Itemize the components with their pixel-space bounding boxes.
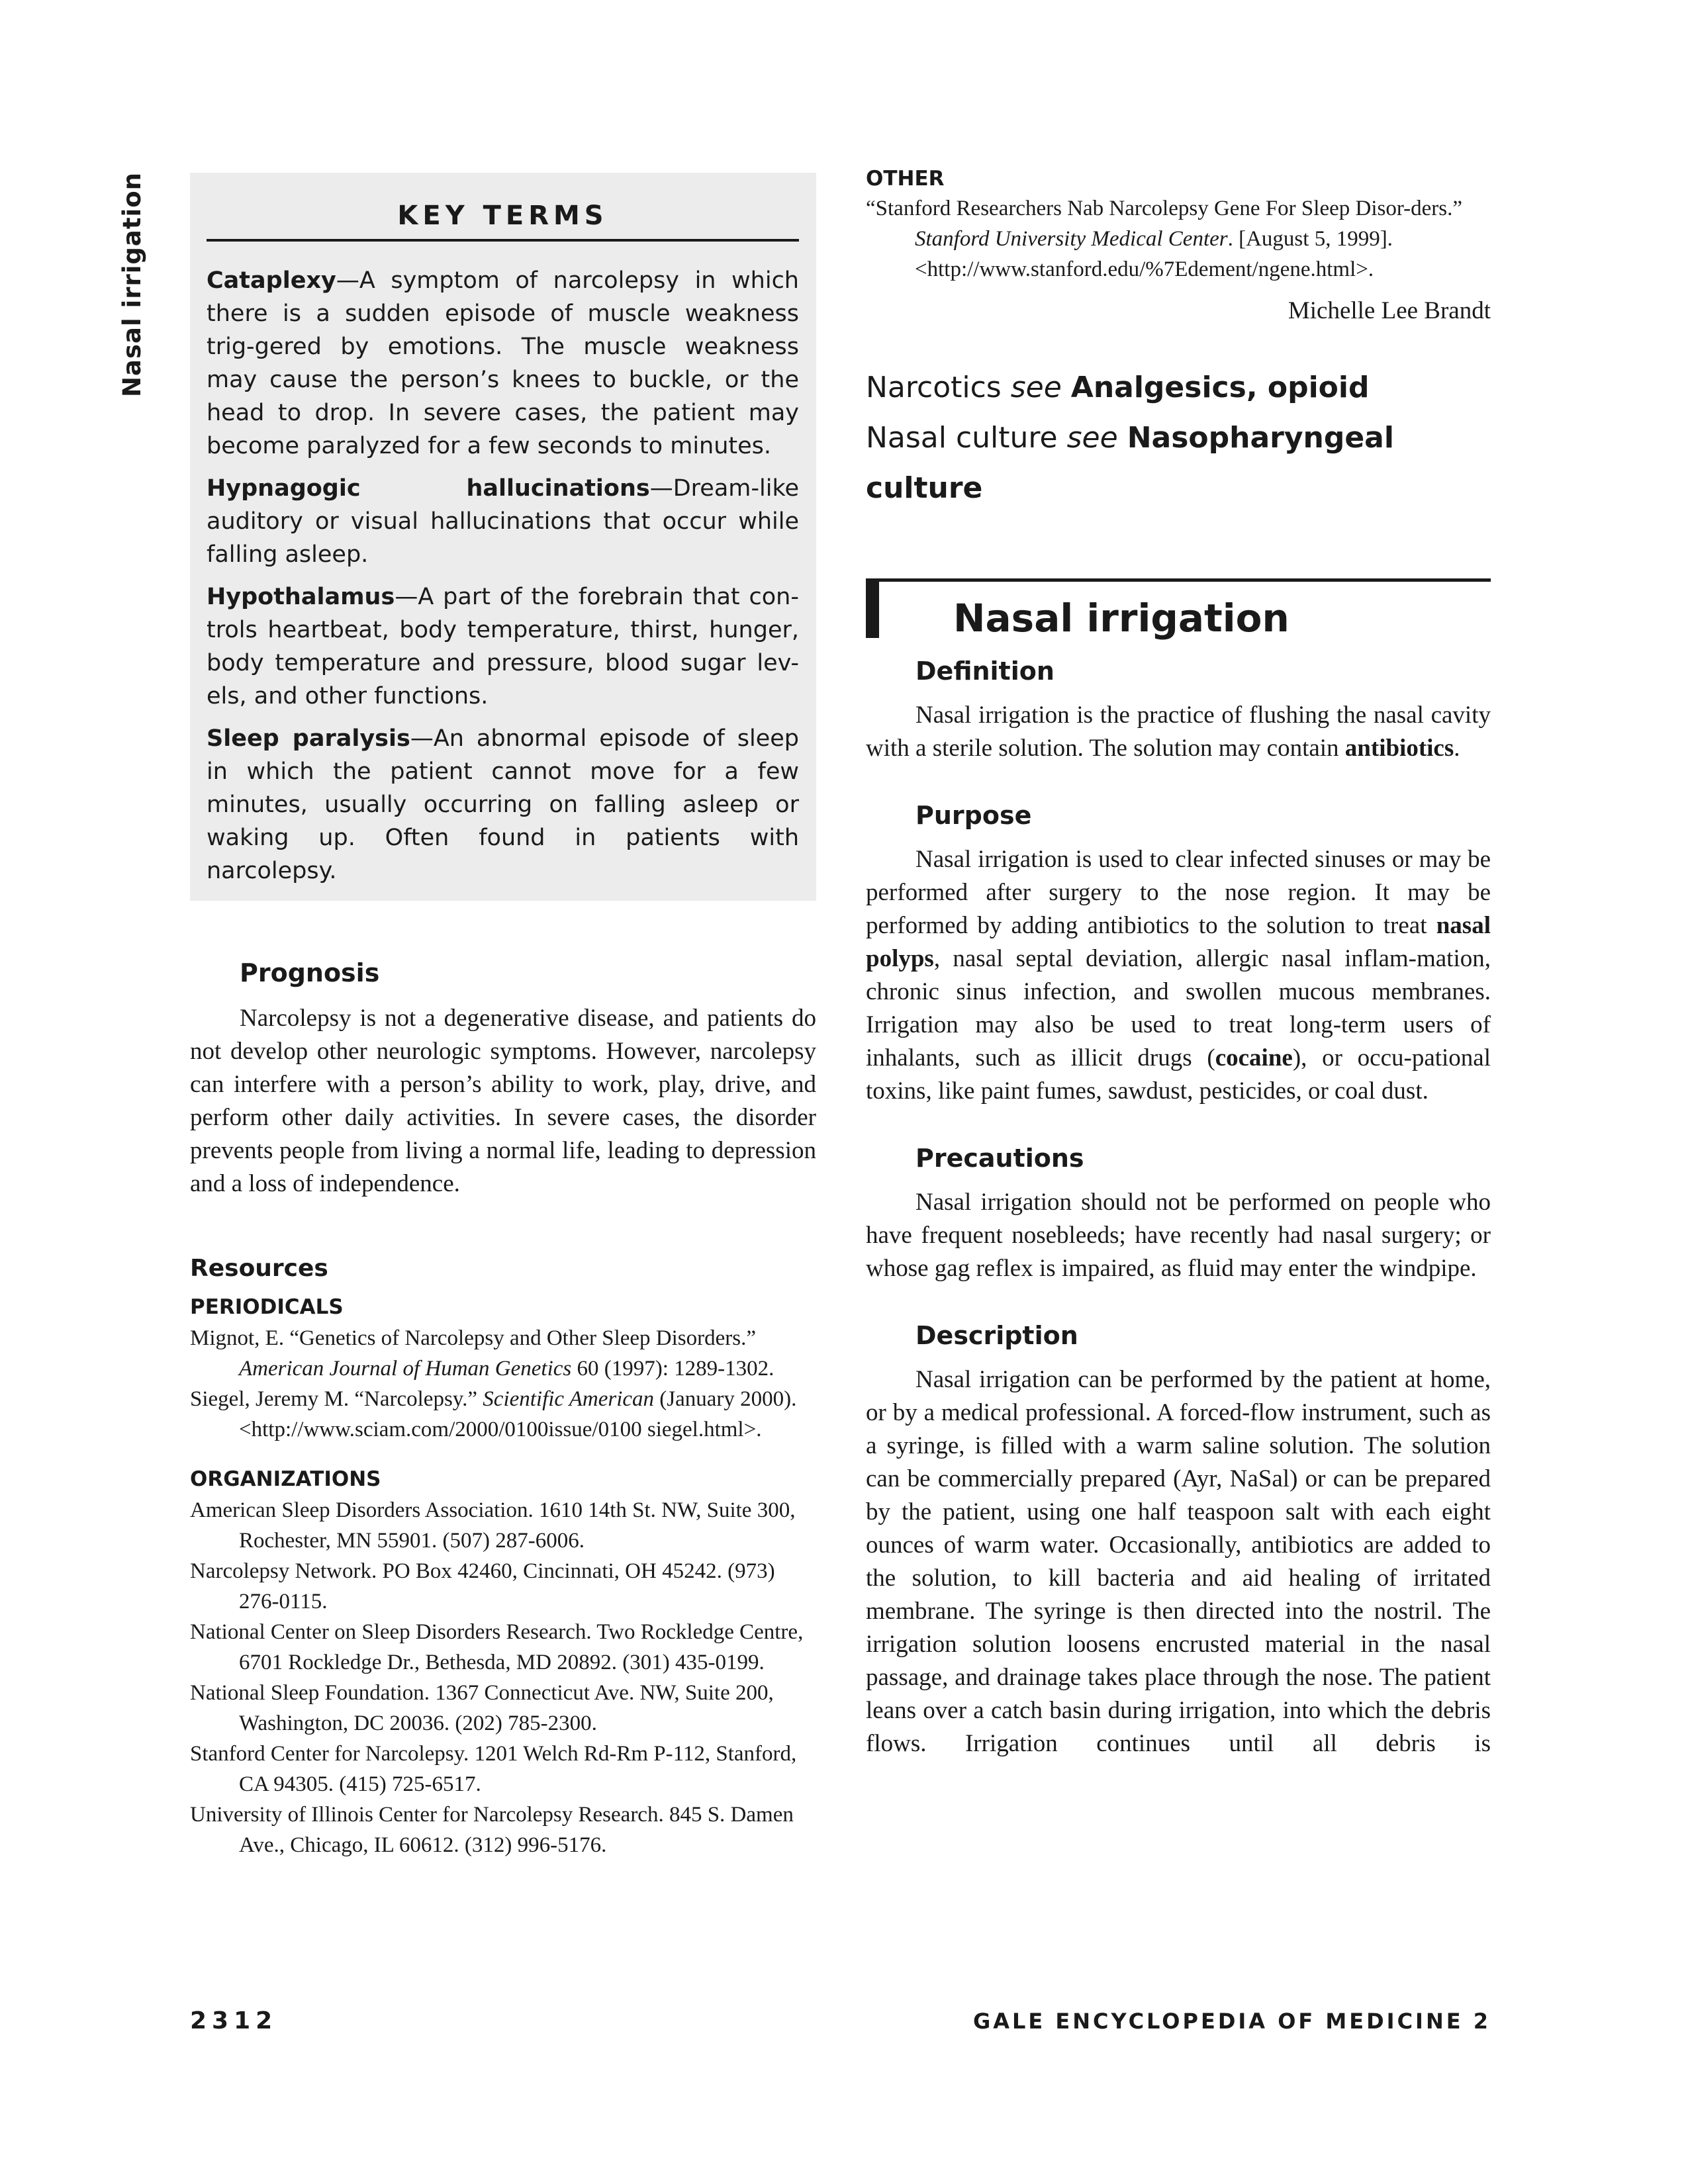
precautions-heading: Precautions xyxy=(915,1144,1084,1173)
periodical-entry xyxy=(190,1384,816,1445)
key-terms-box xyxy=(190,173,816,901)
other-entry xyxy=(866,193,1491,285)
cross-ref-see: see xyxy=(1066,421,1118,455)
body-term: nasal polyps xyxy=(866,912,1491,972)
definition-heading: Definition xyxy=(915,657,1055,686)
ref-source: Stanford University Medical Center xyxy=(915,227,1228,251)
article-bar xyxy=(866,578,879,638)
purpose-text xyxy=(866,843,1491,1108)
definition-text xyxy=(866,699,1491,765)
ref-journal: Scientific American xyxy=(483,1387,655,1411)
prognosis-section xyxy=(190,958,816,1201)
cross-ref-entry[interactable] xyxy=(866,413,1491,514)
prognosis-text: Narcolepsy is not a degenerative disease, and patients do not develop other neurologic symptoms. However, narcolepsy can interfere with a person’s ability to work, play, drive, and perform other daily activities. In severe cases, the disorder prevents people from living a normal life, leading to depression and a loss of independence. xyxy=(190,1005,816,1197)
cross-ref-target[interactable]: Nasopharyngeal culture xyxy=(866,421,1394,505)
body-text: ), or occu-pational toxins, like paint fumes, sawdust, pesticides, or coal dust. xyxy=(866,1044,1491,1105)
resources-section xyxy=(190,1255,816,1860)
key-term-name: Hypothalamus xyxy=(207,584,395,610)
key-term-name: Hypnagogic hallucinations xyxy=(207,475,650,502)
author-signature: Michelle Lee Brandt xyxy=(1288,297,1491,324)
body-text: Nasal irrigation is the practice of flushing the nasal cavity with a sterile solution. The solution may contain xyxy=(866,702,1491,762)
key-term-name: Sleep paralysis xyxy=(207,725,410,752)
ref-journal: American Journal of Human Genetics xyxy=(239,1357,572,1381)
key-term-entry xyxy=(207,722,799,887)
article-body xyxy=(866,657,1491,1760)
organization-entry: National Sleep Foundation. 1367 Connecticut Ave. NW, Suite 200, Washington, DC 20036. (202) 785-2300. xyxy=(190,1681,774,1735)
periodicals-label: PERIODICALS xyxy=(190,1295,344,1319)
running-head: Nasal irrigation xyxy=(118,172,146,397)
other-label: OTHER xyxy=(866,167,945,191)
ref-text: (January 2000). <http://www.sciam.com/2000/0100issue/0100 siegel.html>. xyxy=(239,1387,797,1441)
publication-name: GALE ENCYCLOPEDIA OF MEDICINE 2 xyxy=(972,2009,1491,2034)
key-term-definition: —A symptom of narcolepsy in which there is a sudden episode of muscle weakness trig-gered by emotions. The muscle weakness may cause the person’s knees to buckle, or the head to drop. In severe cases, the patient may become paralyzed for a few seconds to minutes. xyxy=(207,267,799,459)
cross-ref-target[interactable]: Analgesics, opioid xyxy=(1070,371,1370,404)
body-text: Nasal irrigation is used to clear infected sinuses or may be performed after surgery to the nose region. It may be performed by adding antibiotics to the solution to treat xyxy=(866,846,1491,939)
other-resources xyxy=(866,167,1491,325)
body-term: antibiotics xyxy=(1344,735,1454,762)
key-terms-title: KEY TERMS xyxy=(207,201,799,242)
body-text: . xyxy=(1454,735,1460,762)
body-term: cocaine xyxy=(1215,1044,1293,1071)
cross-ref-entry[interactable] xyxy=(866,363,1491,413)
ref-text: “Stanford Researchers Nab Narcolepsy Gene For Sleep Disor-ders.” xyxy=(866,197,1463,220)
purpose-heading: Purpose xyxy=(915,801,1032,830)
precautions-text: Nasal irrigation should not be performed on people who have frequent nosebleeds; have recently had nasal surgery; or whose gag reflex is impaired, as fluid may enter the windpipe. xyxy=(866,1189,1491,1282)
cross-ref-see: see xyxy=(1010,371,1062,404)
resources-heading: Resources xyxy=(190,1255,328,1282)
key-term-entry xyxy=(207,472,799,571)
ref-text: 60 (1997): 1289-1302. xyxy=(571,1357,774,1381)
key-term-name: Cataplexy xyxy=(207,267,336,294)
organization-entry: Stanford Center for Narcolepsy. 1201 Welch Rd-Rm P-112, Stanford, CA 94305. (415) 725-6517. xyxy=(190,1742,797,1796)
article-title: Nasal irrigation xyxy=(953,596,1289,641)
key-term-definition: —Dream-like auditory or visual hallucinations that occur while falling asleep. xyxy=(207,475,799,568)
page-number: 2312 xyxy=(190,2007,278,2034)
organization-entry: University of Illinois Center for Narcolepsy Research. 845 S. Damen Ave., Chicago, IL 60612. (312) 996-5176. xyxy=(190,1803,794,1857)
key-term-entry xyxy=(207,580,799,713)
key-term-definition: —An abnormal episode of sleep in which the patient cannot move for a few minutes, usually occurring on falling asleep or waking up. Often found in patients with narcolepsy. xyxy=(207,725,800,884)
key-term-definition: —A part of the forebrain that con-trols heartbeat, body temperature, thirst, hunger, body temperature and pressure, blood sugar lev-els, and other functions. xyxy=(207,584,799,709)
ref-text: . [August 5, 1999]. <http://www.stanford.edu/%7Edement/ngene.html>. xyxy=(915,227,1393,281)
periodical-entry xyxy=(190,1323,816,1384)
key-term-entry xyxy=(207,264,799,463)
organization-entry: National Center on Sleep Disorders Research. Two Rockledge Centre, 6701 Rockledge Dr., Bethesda, MD 20892. (301) 435-0199. xyxy=(190,1620,804,1674)
prognosis-heading: Prognosis xyxy=(240,958,380,987)
ref-text: Siegel, Jeremy M. “Narcolepsy.” xyxy=(190,1387,483,1411)
description-text: Nasal irrigation can be performed by the patient at home, or by a medical professional. A forced-flow instrument, such as a syringe, is filled with a warm saline solution. The solution can be commercially prepared (Ayr, NaSal) or can be prepared by the patient, using one half teaspoon salt with each eight ounces of warm water. Occasionally, antibiotics are added to the solution, to kill bacteria and aid healing of irritated membrane. The syringe is then directed into the nostril. The irrigation solution loosens encrusted material in the nasal passage, and drainage takes place through the nose. The patient leans over a catch basin during irrigation, into which the debris flows. Irrigation continues until all debris is xyxy=(866,1366,1491,1757)
organization-entry: American Sleep Disorders Association. 1610 14th St. NW, Suite 300, Rochester, MN 55901. (507) 287-6006. xyxy=(190,1498,796,1553)
cross-ref-term: Nasal culture xyxy=(866,421,1058,455)
organizations-label: ORGANIZATIONS xyxy=(190,1467,381,1491)
cross-references xyxy=(866,363,1491,514)
body-text: , nasal septal deviation, allergic nasal inflam-mation, chronic sinus infection, and swollen mucous membranes. Irrigation may also be used to treat long-term users of inhalants, such as illicit drugs ( xyxy=(866,945,1491,1071)
description-heading: Description xyxy=(915,1321,1078,1350)
organization-entry: Narcolepsy Network. PO Box 42460, Cincinnati, OH 45242. (973) 276-0115. xyxy=(190,1559,775,1614)
article-rule xyxy=(866,578,1491,582)
ref-text: Mignot, E. “Genetics of Narcolepsy and Other Sleep Disorders.” xyxy=(190,1326,757,1350)
cross-ref-term: Narcotics xyxy=(866,371,1002,404)
